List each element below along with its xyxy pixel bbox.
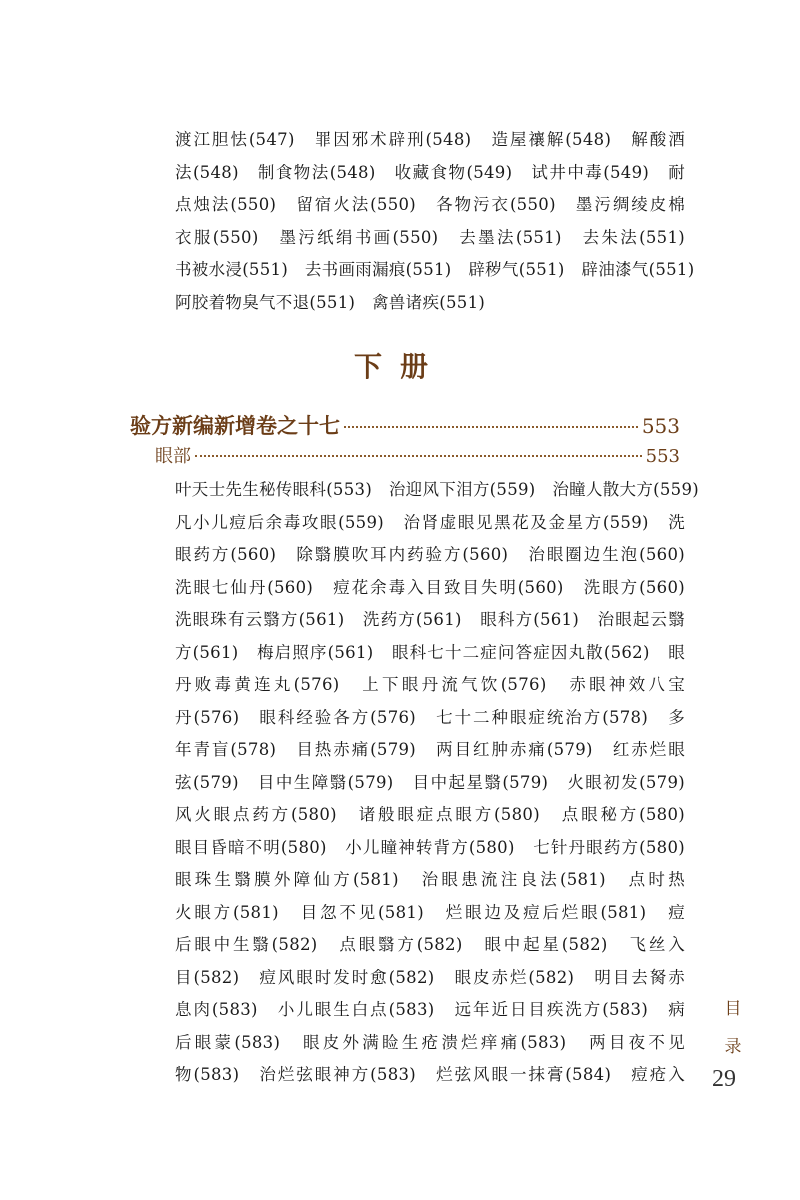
dot-leader <box>195 455 642 457</box>
entry-line: 丹(576) 眼科经验各方(576) 七十二种眼症统治方(578) 多 <box>175 707 685 727</box>
volume-heading <box>130 410 680 440</box>
running-label-char: 录 <box>724 1037 742 1057</box>
running-label <box>722 990 744 1066</box>
entry-line: 丹败毒黄连丸(576) 上下眼丹流气饮(576) 赤眼神效八宝 <box>175 675 685 694</box>
dot-leader <box>344 426 638 428</box>
entry-line: 阿胶着物臭气不退(551) 禽兽诸疾(551) <box>175 292 486 312</box>
entry-line: 洗眼珠有云翳方(561) 洗药方(561) 眼科方(561) 治眼起云翳 <box>175 610 685 629</box>
section-heading <box>155 442 680 468</box>
entry-line: 眼珠生翳膜外障仙方(581) 治眼患流注良法(581) 点时热 <box>175 870 685 889</box>
section-title: 下册 <box>353 350 446 383</box>
entry-line: 火眼方(581) 目忽不见(581) 烂眼边及痘后烂眼(581) 痘 <box>175 902 685 922</box>
entry-line: 渡江胆怯(547) 罪因邪术辟刑(548) 造屋禳解(548) 解酸酒 <box>175 130 685 149</box>
entry-line: 点烛法(550) 留宿火法(550) 各物污衣(550) 墨污绸绫皮棉 <box>175 195 685 214</box>
previous-entries-block <box>175 124 695 319</box>
volume-page-number: 553 <box>641 414 680 438</box>
entry-line: 方(561) 梅启照序(561) 眼科七十二症问答症因丸散(562) 眼 <box>175 642 685 662</box>
section-heading-title: 眼部 <box>155 446 191 467</box>
entry-line: 法(548) 制食物法(548) 收藏食物(549) 试井中毒(549) 耐 <box>175 162 685 182</box>
entry-line: 目(582) 痘风眼时发时愈(582) 眼皮赤烂(582) 明目去胬赤 <box>175 967 685 987</box>
entry-line: 后眼中生翳(582) 点眼翳方(582) 眼中起星(582) 飞丝入 <box>175 935 685 954</box>
entry-line: 眼药方(560) 除翳膜吹耳内药验方(560) 治眼圈边生泡(560) <box>175 545 685 564</box>
entry-line: 息肉(583) 小儿眼生白点(583) 远年近日目疾洗方(583) 病 <box>175 1000 685 1019</box>
entry-line: 洗眼七仙丹(560) 痘花余毒入目致目失明(560) 洗眼方(560) <box>175 577 685 597</box>
section-page-number: 553 <box>645 446 680 467</box>
page-number: 29 <box>712 1066 736 1092</box>
entry-line: 年青盲(578) 目热赤痛(579) 两目红肿赤痛(579) 红赤烂眼 <box>175 740 685 759</box>
entry-line: 风火眼点药方(580) 诸般眼症点眼方(580) 点眼秘方(580) <box>175 805 685 824</box>
entry-line: 物(583) 治烂弦眼神方(583) 烂弦风眼一抹膏(584) 痘疮入 <box>175 1065 685 1084</box>
entry-line: 凡小儿痘后余毒攻眼(559) 治肾虚眼见黑花及金星方(559) 洗 <box>175 512 685 532</box>
running-label-char: 目 <box>724 999 742 1019</box>
entry-line: 眼目昏暗不明(580) 小儿瞳神转背方(580) 七针丹眼药方(580) <box>175 837 685 857</box>
volume-title: 验方新编新增卷之十七 <box>130 413 340 438</box>
eye-section-entries <box>175 474 700 1092</box>
entry-line: 叶天士先生秘传眼科(553) 治迎风下泪方(559) 治瞳人散大方(559) <box>175 480 700 499</box>
entry-line: 书被水浸(551) 去书画雨漏痕(551) 辟秽气(551) 辟油漆气(551) <box>175 260 695 279</box>
entry-line: 弦(579) 目中生障翳(579) 目中起星翳(579) 火眼初发(579) <box>175 772 685 792</box>
entry-line: 衣服(550) 墨污纸绢书画(550) 去墨法(551) 去朱法(551) <box>175 227 685 247</box>
entry-line: 后眼蒙(583) 眼皮外满睑生疮溃烂痒痛(583) 两目夜不见 <box>175 1032 685 1052</box>
